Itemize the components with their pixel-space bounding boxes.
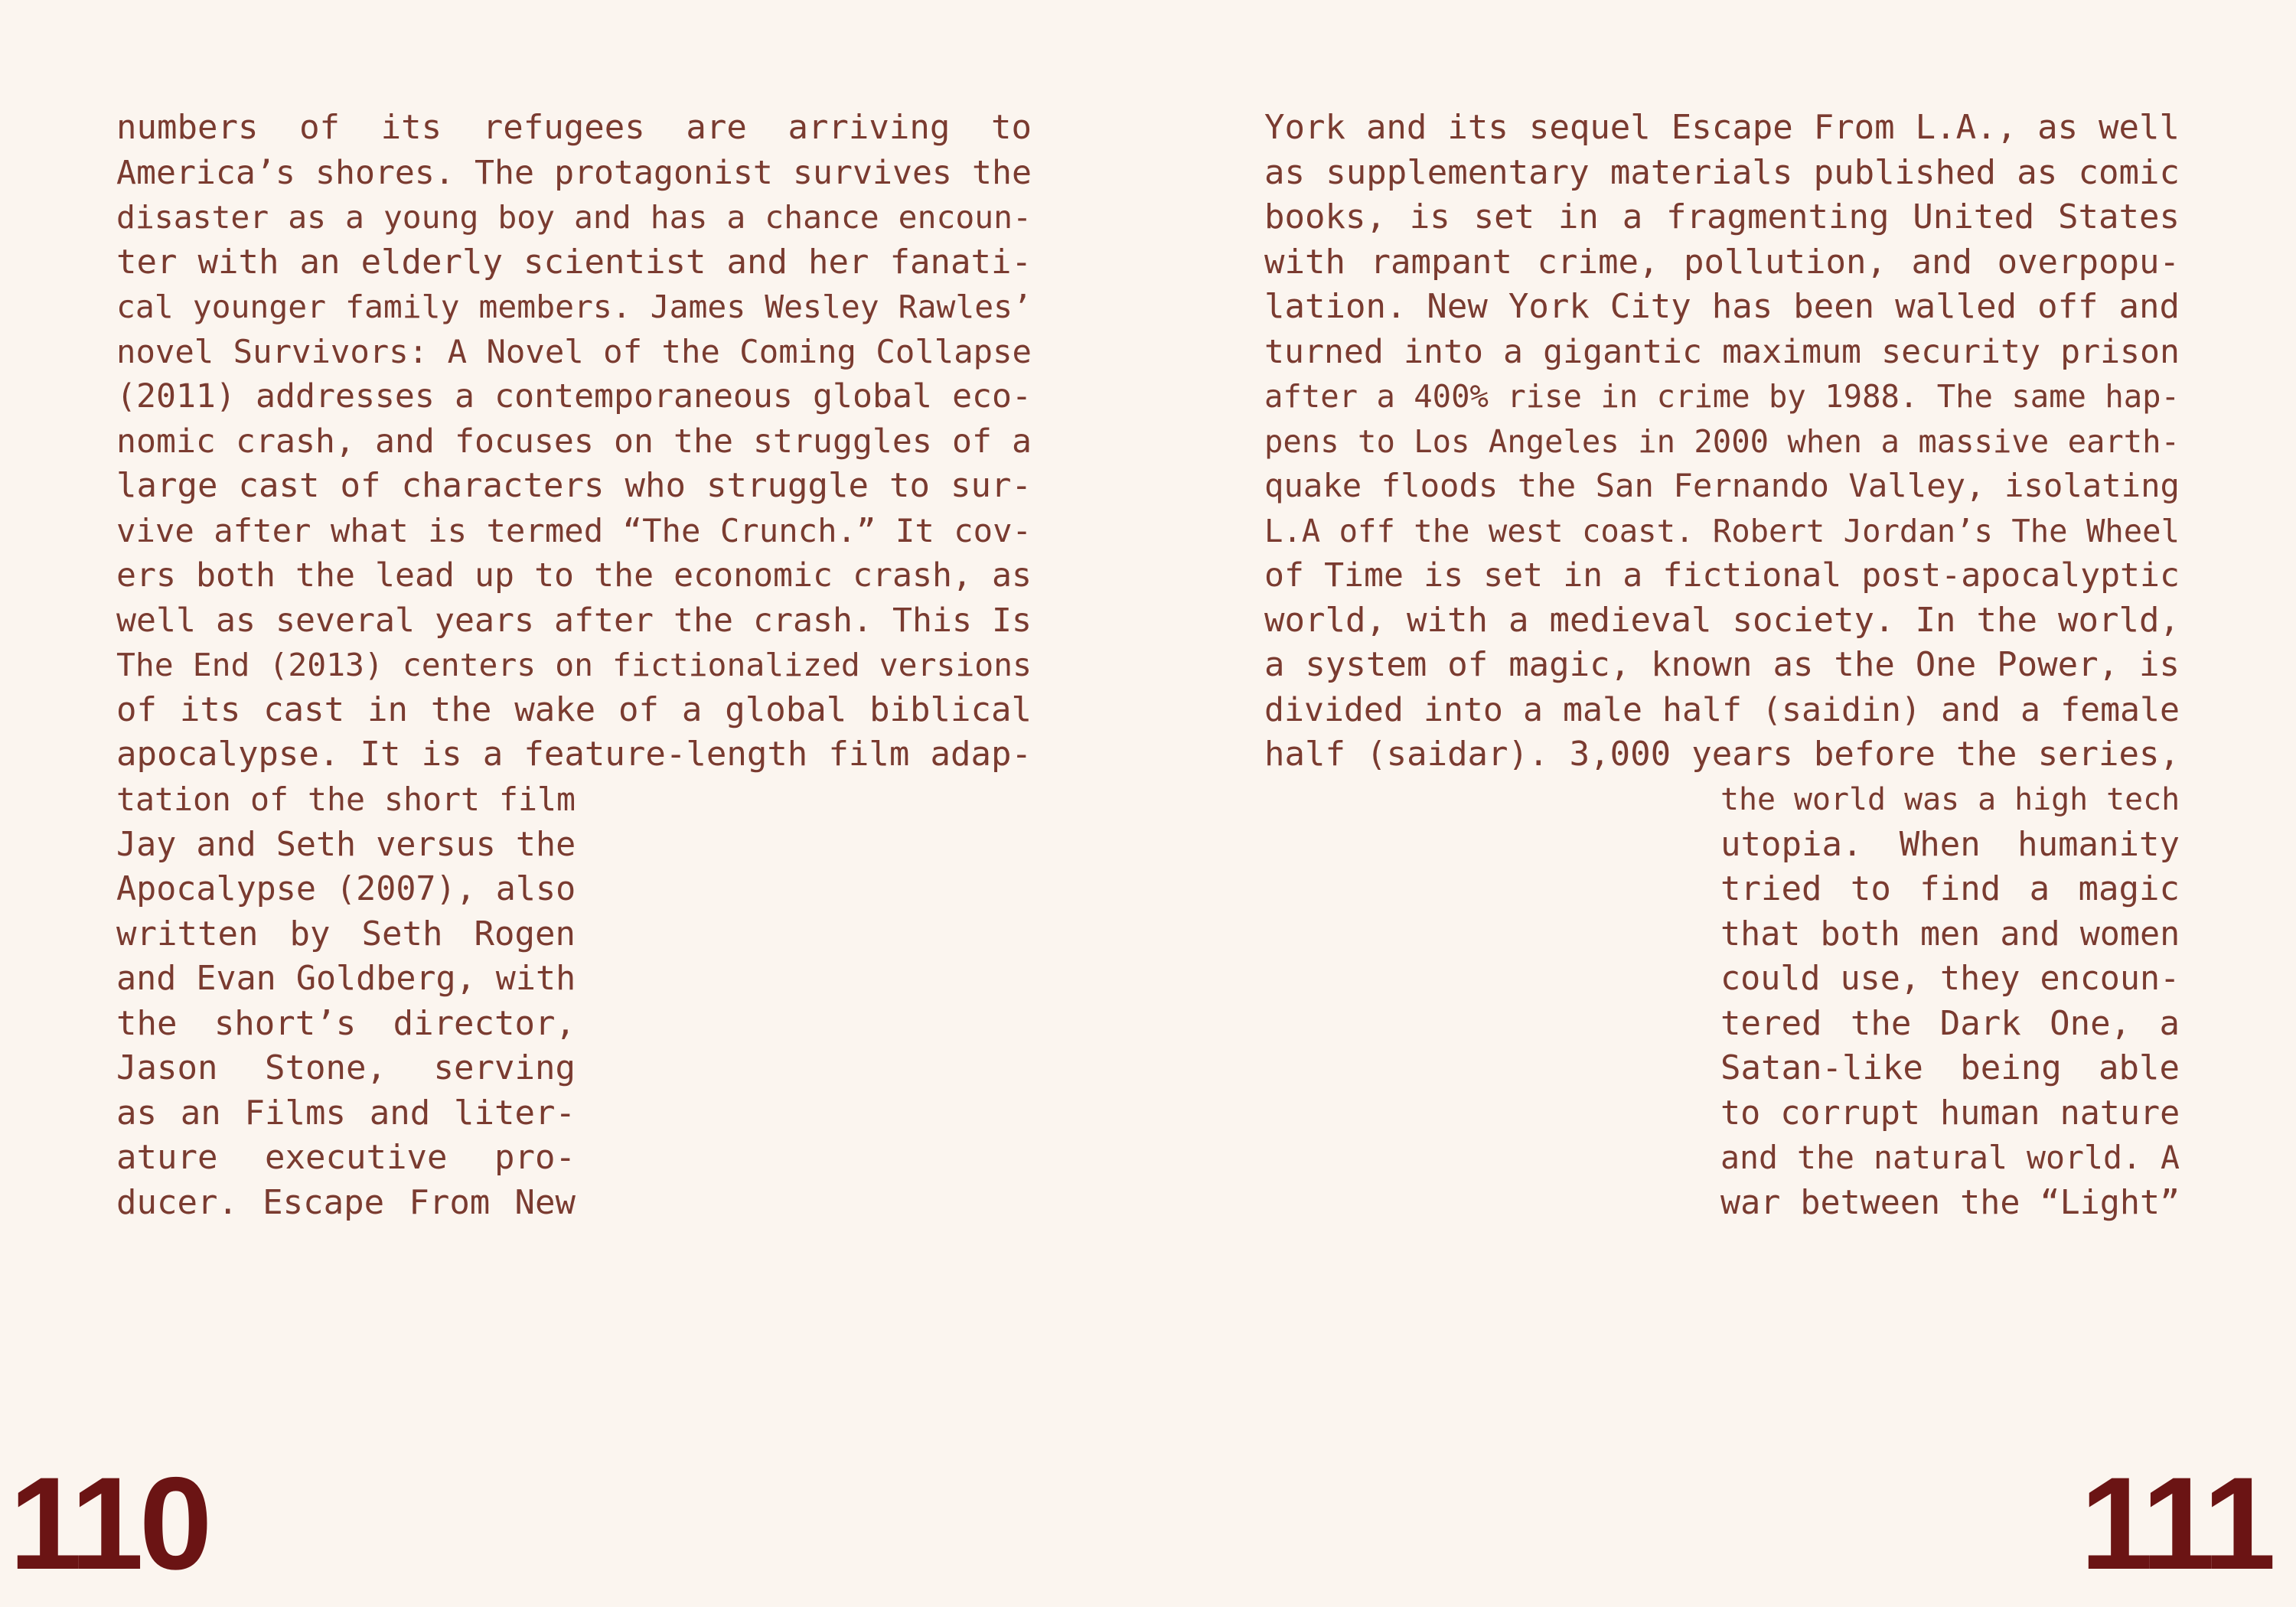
text-line: tered the Dark One, a xyxy=(1720,1003,2180,1043)
text-line: world, with a medieval society. In the world, xyxy=(1264,600,2180,640)
text-line: written by Seth Rogen xyxy=(116,914,576,953)
left-body-text-narrow xyxy=(116,777,576,1225)
text-line: war between the “Light” xyxy=(1720,1183,2180,1222)
text-line: numbers of its refugees are arriving to xyxy=(116,108,1032,147)
text-line: divided into a male half (saidin) and a female xyxy=(1264,690,2180,729)
text-line: nomic crash, and focuses on the struggles of a xyxy=(116,422,1032,461)
text-line: quake floods the San Fernando Valley, isolating xyxy=(1264,467,2180,504)
left-body-text-wide xyxy=(116,106,1032,777)
text-line: of its cast in the wake of a global biblical xyxy=(116,689,1032,729)
text-line: disaster as a young boy and has a chance encoun- xyxy=(116,199,1032,236)
text-line: Jay and Seth versus the xyxy=(116,825,576,864)
text-line: tation of the short film xyxy=(116,781,576,818)
text-line: after a 400% rise in crime by 1988. The same hap- xyxy=(1264,378,2180,415)
text-line: and the natural world. A xyxy=(1720,1139,2180,1176)
right-body-text-narrow xyxy=(1720,777,2180,1225)
text-line: the world was a high tech xyxy=(1720,782,2180,817)
text-line: lation. New York City has been walled off and xyxy=(1264,287,2180,326)
page-number-right: 111 xyxy=(2080,1450,2272,1597)
text-line: tried to find a magic xyxy=(1720,869,2180,908)
text-line: to corrupt human nature xyxy=(1720,1094,2180,1133)
text-line: Jason Stone, serving xyxy=(116,1048,576,1087)
text-line: well as several years after the crash. This Is xyxy=(116,601,1032,640)
text-line: pens to Los Angeles in 2000 when a massive earth- xyxy=(1264,422,2180,460)
text-line: ter with an elderly scientist and her fanati- xyxy=(116,242,1032,282)
text-line: (2011) addresses a contemporaneous global eco- xyxy=(116,377,1032,416)
text-line: the short’s director, xyxy=(116,1003,576,1043)
text-line: York and its sequel Escape From L.A., as well xyxy=(1264,108,2180,147)
text-line: utopia. When humanity xyxy=(1720,824,2180,864)
text-line: novel Survivors: A Novel of the Coming Collapse xyxy=(116,332,1032,370)
text-line: Satan-like being able xyxy=(1720,1048,2180,1087)
text-line: as an Films and liter- xyxy=(116,1093,576,1133)
text-line: ature executive pro- xyxy=(116,1138,576,1177)
text-line: America’s shores. The protagonist survives the xyxy=(116,153,1032,192)
text-line: ers both the lead up to the economic crash, as xyxy=(116,556,1032,595)
text-line: vive after what is termed “The Crunch.” It cov- xyxy=(116,511,1032,549)
text-line: cal younger family members. James Wesley Rawles’ xyxy=(116,288,1032,325)
right-body-text-wide xyxy=(1264,106,2180,777)
text-line: and Evan Goldberg, with xyxy=(116,960,576,998)
text-line: Apocalypse (2007), also xyxy=(116,870,576,908)
page-number-left: 110 xyxy=(9,1450,208,1597)
text-line: books, is set in a fragmenting United States xyxy=(1264,197,2180,236)
text-line: as supplementary materials published as comic xyxy=(1264,152,2180,192)
text-line: with rampant crime, pollution, and overpopu- xyxy=(1264,242,2180,282)
text-line: a system of magic, known as the One Power, is xyxy=(1264,645,2180,684)
text-line: L.A off the west coast. Robert Jordan’s The Wheel xyxy=(1264,512,2180,549)
right-page xyxy=(1148,0,2296,1607)
text-line: of Time is set in a fictional post-apocalyptic xyxy=(1264,556,2180,595)
text-line: large cast of characters who struggle to sur- xyxy=(116,466,1032,505)
text-line: apocalypse. It is a feature-length film adap- xyxy=(116,735,1032,774)
text-line: turned into a gigantic maximum security prison xyxy=(1264,332,2180,371)
text-line: The End (2013) centers on fictionalized versions xyxy=(116,647,1032,683)
text-line: ducer. Escape From New xyxy=(116,1182,576,1222)
text-line: half (saidar). 3,000 years before the series, xyxy=(1264,735,2180,774)
text-line: that both men and women xyxy=(1720,914,2180,953)
text-line: could use, they encoun- xyxy=(1720,960,2180,998)
